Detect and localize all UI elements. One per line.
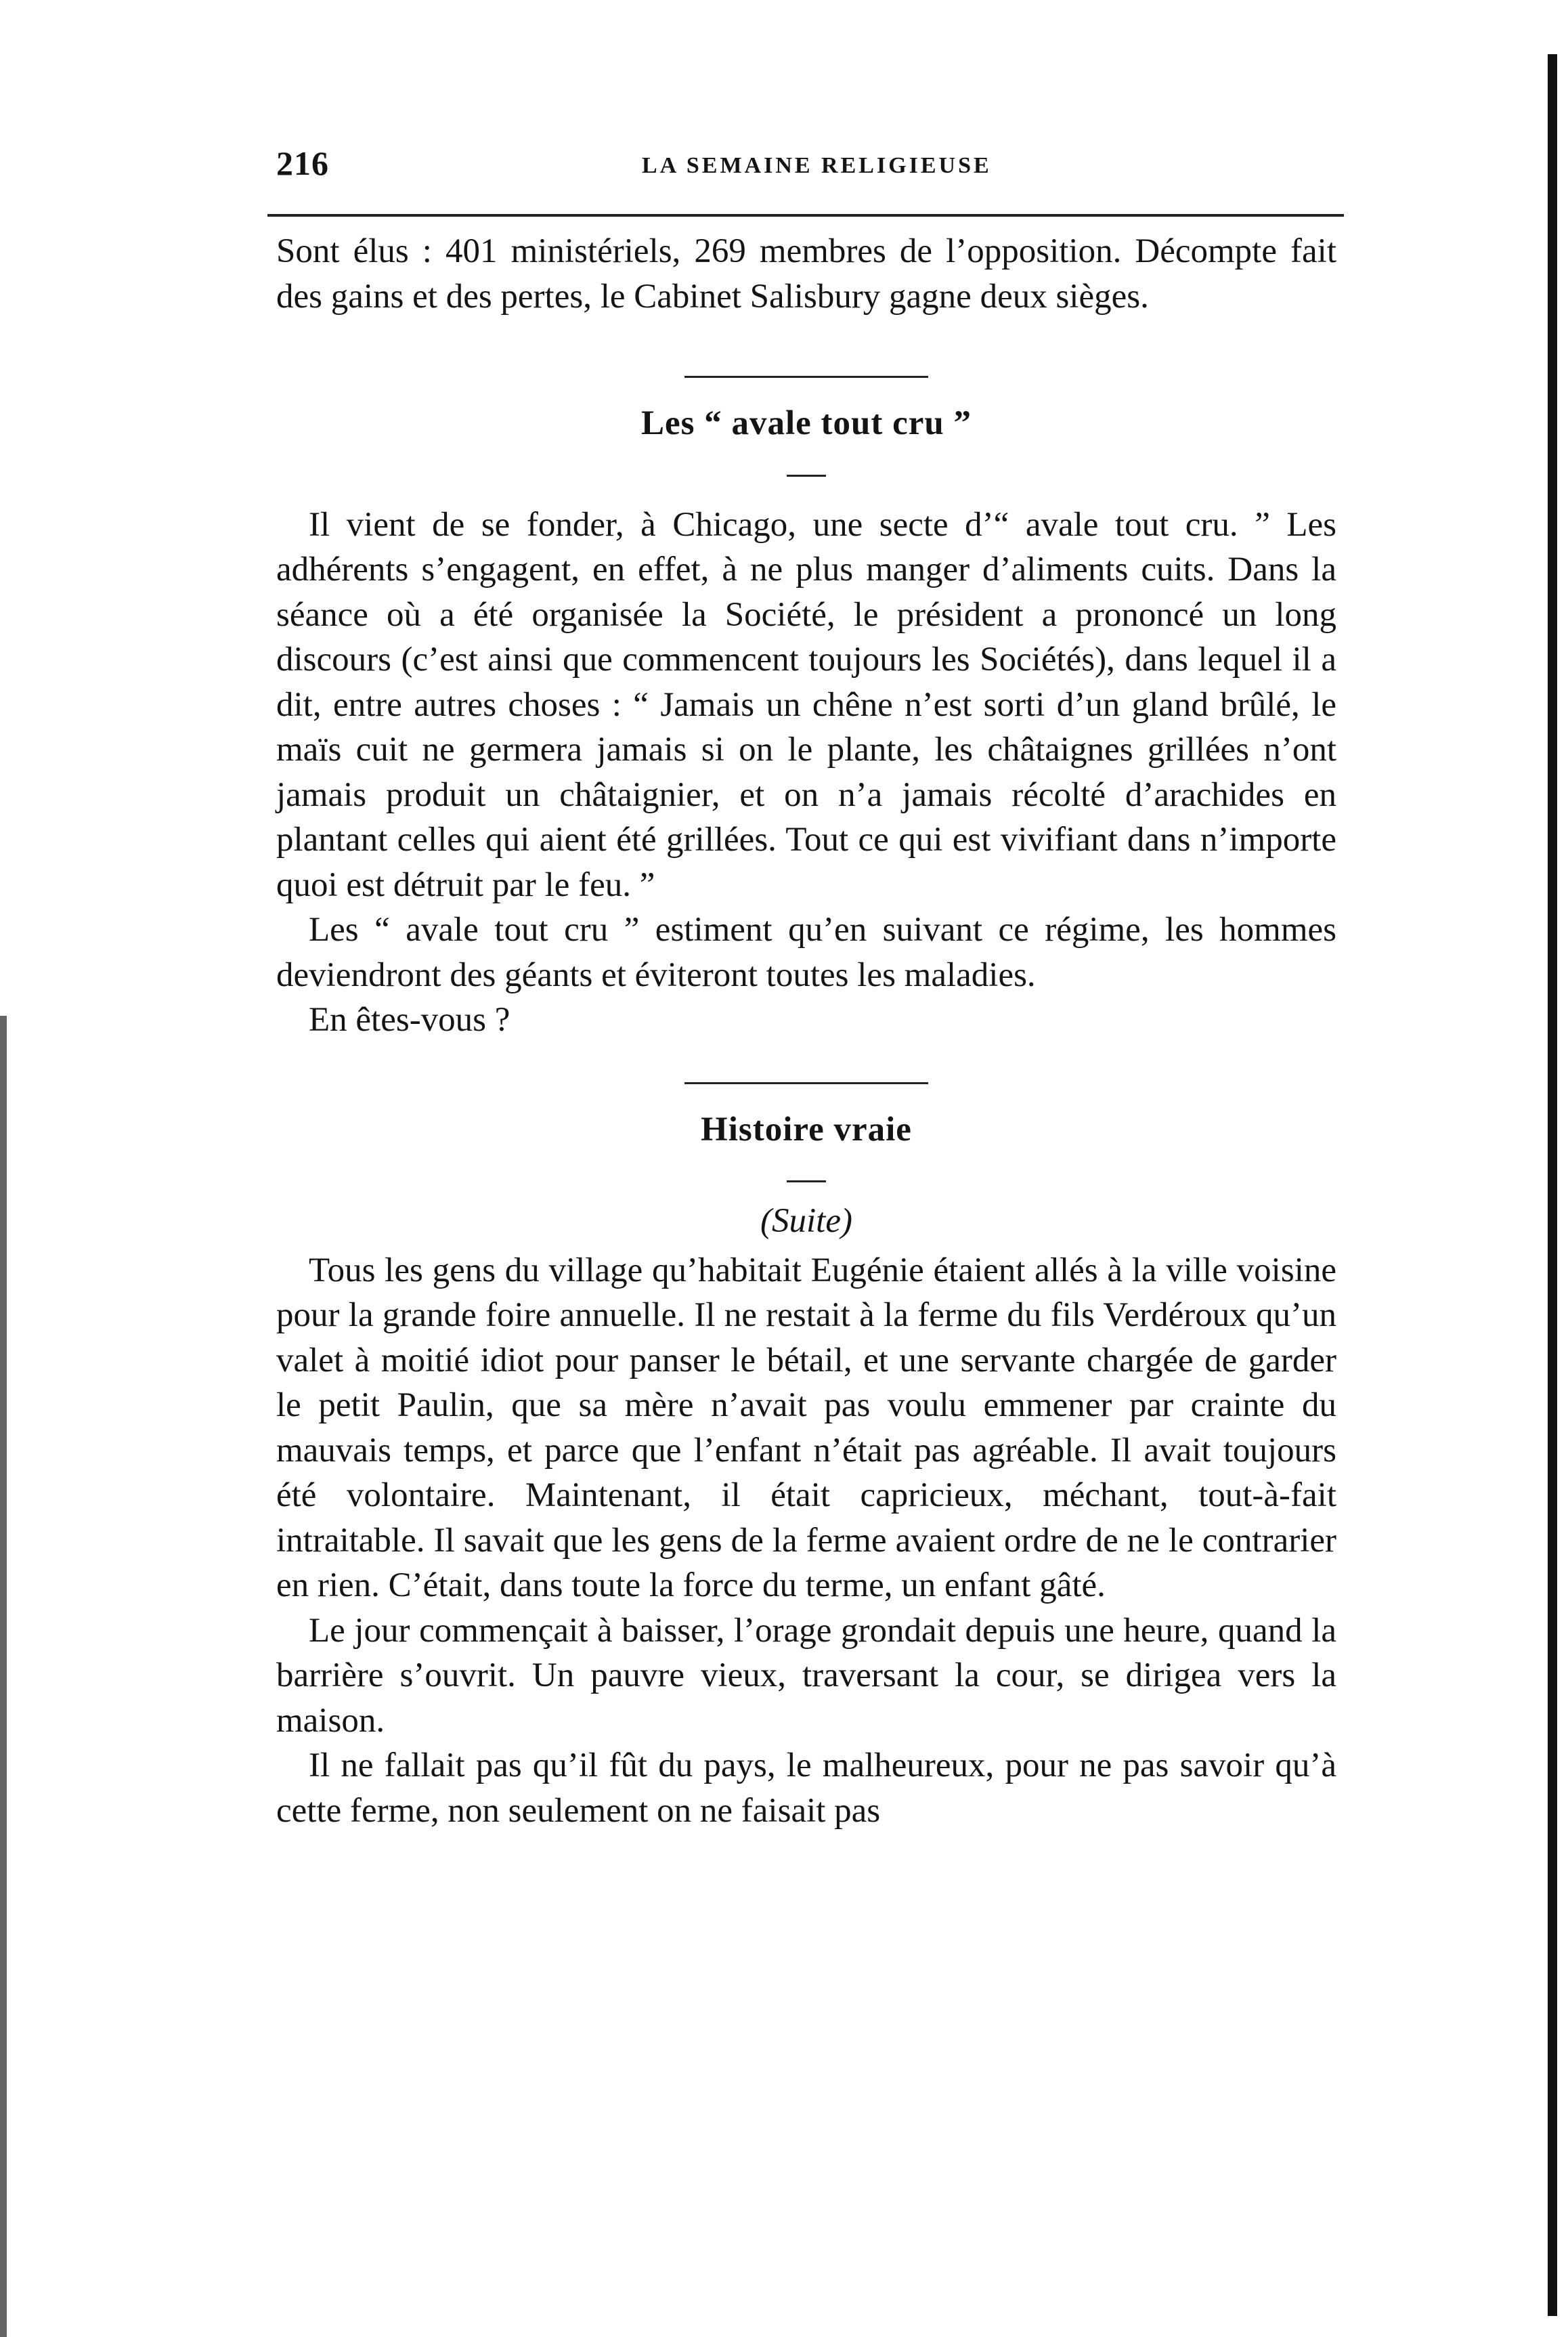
page-content [276,229,1336,1833]
section-subtitle-histoire: (Suite) [760,1202,852,1240]
page-header [276,144,1336,191]
section-divider [684,376,928,378]
paragraph-avale-3: En êtes-vous ? [309,1001,510,1039]
paragraph-histoire-2: Le jour commençait à baisser, l’orage grondait depuis une heure, quand la barrière s’ouvrit. Un pauvre vieux, traversant la cour, se dirigea vers la maison. [276,1611,1336,1740]
header-rule [267,214,1344,217]
section-title-avale: Les “ avale tout cru ” [640,404,972,442]
page-number: 216 [276,144,329,182]
paragraph-histoire-3: Il ne fallait pas qu’il fût du pays, le malheureux, pour ne pas savoir qu’à cette ferme, non seulement on ne faisait pas [276,1746,1336,1830]
running-title: LA SEMAINE RELIGIEUSE [642,153,992,178]
paragraph-elections: Sont élus : 401 ministériels, 269 membres de l’opposition. Décompte fait des gains et des pertes, le Cabinet Salisbury gagne deux sièges. [276,232,1336,316]
paragraph-histoire-1: Tous les gens du village qu’habitait Eugénie étaient allés à la ville voisine pour la grande foire annuelle. Il ne restait à la ferme du fils Verdéroux qu’un valet à moitié idiot pour panser le bétail, et une servante chargée de garder le petit Paulin, que sa mère n’avait pas voulu emmener par crainte du mauvais temps, et parce que l’enfant n’était pas agréable. Il avait toujours été volontaire. Maintenant, il était capricieux, méchant, tout-à-fait intraitable. Il savait que les gens de la ferme avaient ordre de ne le contrarier en rien. C’était, dans toute la force du terme, un enfant gâté. [276,1251,1336,1604]
section-divider [684,1082,928,1084]
title-underline [787,1180,826,1182]
paragraph-avale-1: Il vient de se fonder, à Chicago, une secte d’“ avale tout cru. ” Les adhérents s’engagent, en effet, à ne plus manger d’aliments cuits. Dans la séance où a été organisée la Société, le président a prononcé un long discours (c’est ainsi que commencent toujours les Sociétés), dans lequel il a dit, entre autres choses : “ Jamais un chêne n’est sorti d’un gland brûlé, le maïs cuit ne germera jamais si on le plante, les châtaignes grillées n’ont jamais produit un châtaignier, et on n’a jamais récolté d’arachides en plantant celles qui aient été grillées. Tout ce qui est vivifiant dans n’importe quoi est détruit par le feu. ” [276,505,1336,904]
page-edge-shadow [0,1016,7,2337]
paragraph-avale-2: Les “ avale tout cru ” estiment qu’en suivant ce régime, les hommes deviendront des géants et éviteront toutes les maladies. [276,911,1336,994]
section-title-histoire: Histoire vraie [701,1110,912,1149]
title-underline [787,475,826,477]
book-spine-shadow [1548,54,1557,2316]
